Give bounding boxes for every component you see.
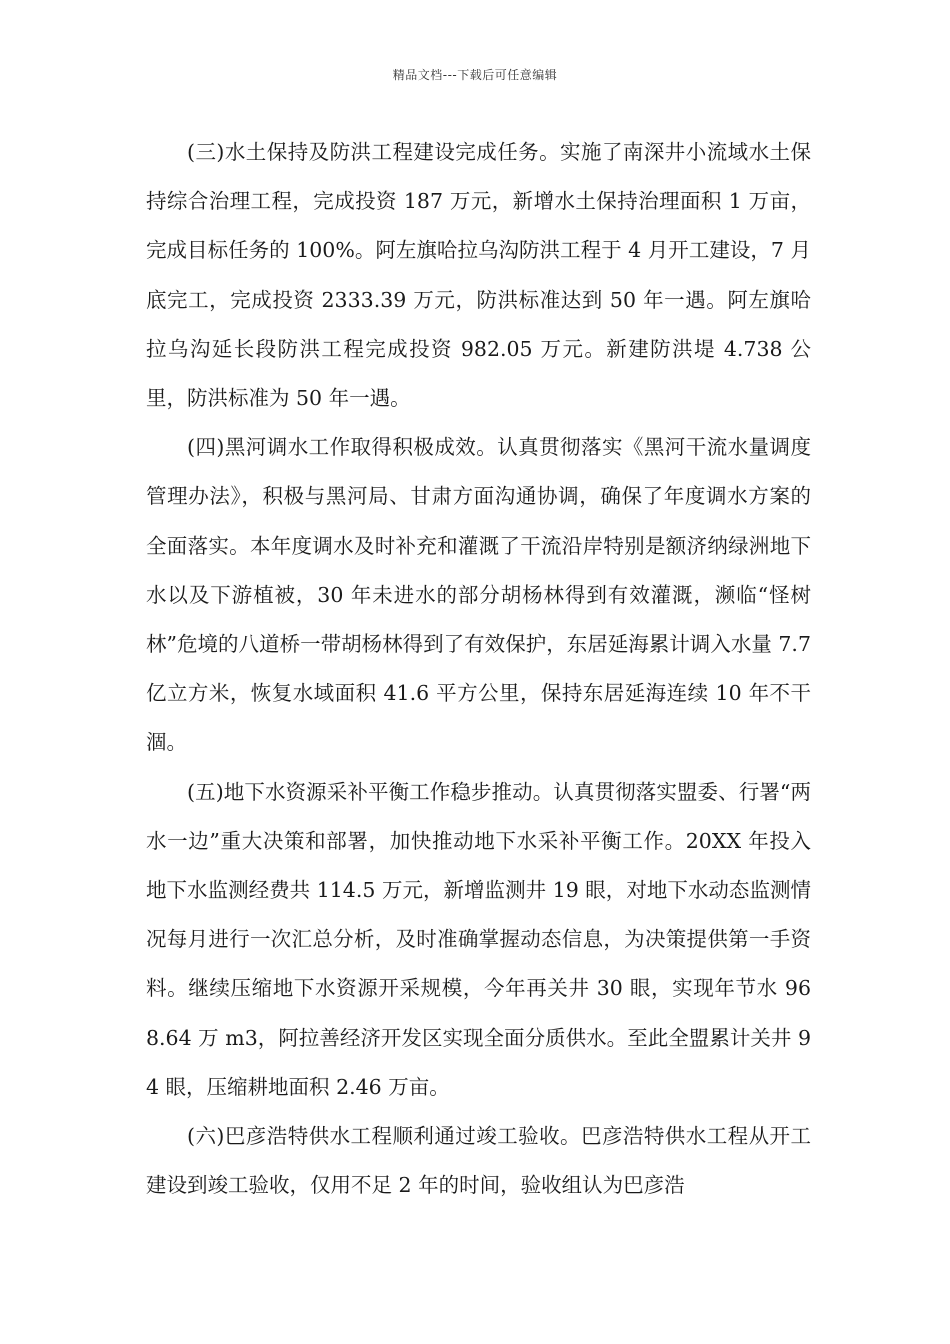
paragraph-heihe-water-diversion: (四)黑河调水工作取得积极成效。认真贯彻落实《黑河干流水量调度管理办法》，积极与黑河局、甘肃方面沟通协调，确保了年度调水方案的全面落实。本年度调水及时补充和灌溉了干流沿岸特别是额济纳绿洲地下水以及下游植被，30 年未进水的部分胡杨林得到有效灌溉，濒临“怪树林”危境的八道桥一带胡杨林得到了有效保护，东居延海累计调入水量 7.7 亿立方米，恢复水域面积 41.6 平方公里，保持东居延海连续 10 年不干涸。 [146,435,811,755]
paragraph-groundwater-balance: (五)地下水资源采补平衡工作稳步推动。认真贯彻落实盟委、行署“两水一边”重大决策和部署，加快推动地下水采补平衡工作。20XX 年投入地下水监测经费共 114.5 万元，新增监测井 19 眼，对地下水动态监测情况每月进行一次汇总分析，及时准确掌握动态信息，为决策提供第一手资料。继续压缩地下水资源开采规模，今年再关井 30 眼，实现年节水 968.64 万 m3，阿拉善经济开发区实现全面分质供水。至此全盟累计关井 94 眼，压缩耕地面积 2.46 万亩。 [146,779,811,1099]
page-header: 精品文档---下载后可任意编辑 [392,68,558,82]
document-body [146,128,811,1210]
paragraph-soil-conservation: (三)水土保持及防洪工程建设完成任务。实施了南深井小流域水土保持综合治理工程，完成投资 187 万元，新增水土保持治理面积 1 万亩，完成目标任务的 100%。阿左旗哈拉乌沟防洪工程于 4 月开工建设，7 月底完工，完成投资 2333.39 万元，防洪标准达到 50 年一遇。阿左旗哈拉乌沟延长段防洪工程完成投资 982.05 万元。新建防洪堤 4.738 公里，防洪标准为 50 年一遇。 [146,140,811,411]
paragraph-bayanhot-water-supply: (六)巴彦浩特供水工程顺利通过竣工验收。巴彦浩特供水工程从开工建设到竣工验收，仅用不足 2 年的时间，验收组认为巴彦浩 [146,1124,811,1198]
